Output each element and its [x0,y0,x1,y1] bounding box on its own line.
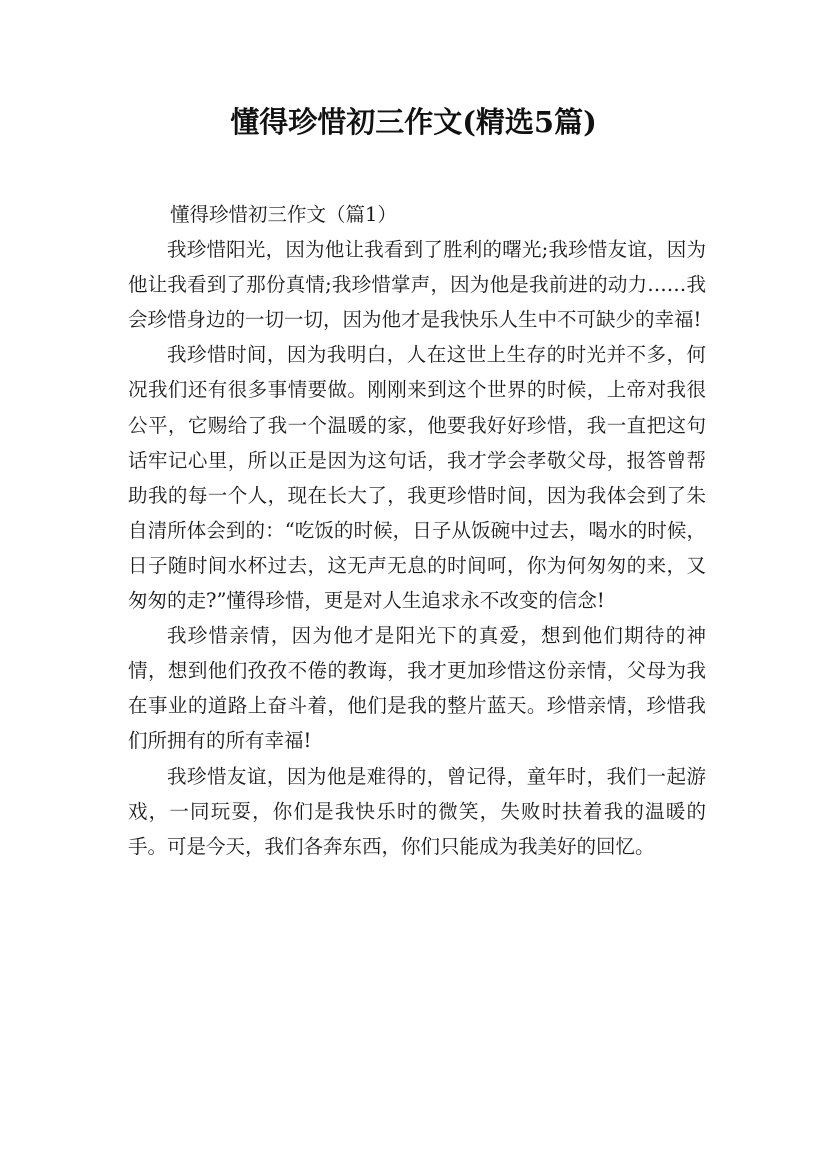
document-title: 懂得珍惜初三作文(精选5篇) [230,105,597,139]
section-heading: 懂得珍惜初三作文（篇1） [170,203,397,226]
paragraph-3: 我珍惜亲情，因为他才是阳光下的真爱，想到他们期待的神情，想到他们孜孜不倦的教诲，我才更加珍惜这份亲情，父母为我在事业的道路上奋斗着，他们是我的整片蓝天。珍惜亲情，珍惜我们所拥有的所有幸福! [128,624,706,753]
paragraph-2: 我珍惜时间，因为我明白，人在这世上生存的时光并不多，何况我们还有很多事情要做。刚刚来到这个世界的时候，上帝对我很公平，它赐给了我一个温暖的家，他要我好好珍惜，我一直把这句话牢记心里，所以正是因为这句话，我才学会孝敬父母，报答曾帮助我的每一个人，现在长大了，我更珍惜时间，因为我体会到了朱自清所体会到的：“吃饭的时候，日子从饭碗中过去，喝水的时候，日子随时间水杯过去，这无声无息的时间呵，你为何匆匆的来，又匆匆的走?”懂得珍惜，更是对人生追求永不改变的信念! [128,343,706,613]
document-body [128,197,706,864]
paragraph-1: 我珍惜阳光，因为他让我看到了胜利的曙光;我珍惜友谊，因为他让我看到了那份真情;我珍惜掌声，因为他是我前进的动力……我会珍惜身边的一切一切，因为他才是我快乐人生中不可缺少的幸福! [128,238,706,332]
paragraph-4: 我珍惜友谊，因为他是难得的，曾记得，童年时，我们一起游戏，一同玩耍，你们是我快乐时的微笑，失败时扶着我的温暖的手。可是今天，我们各奔东西，你们只能成为我美好的回忆。 [128,764,706,858]
